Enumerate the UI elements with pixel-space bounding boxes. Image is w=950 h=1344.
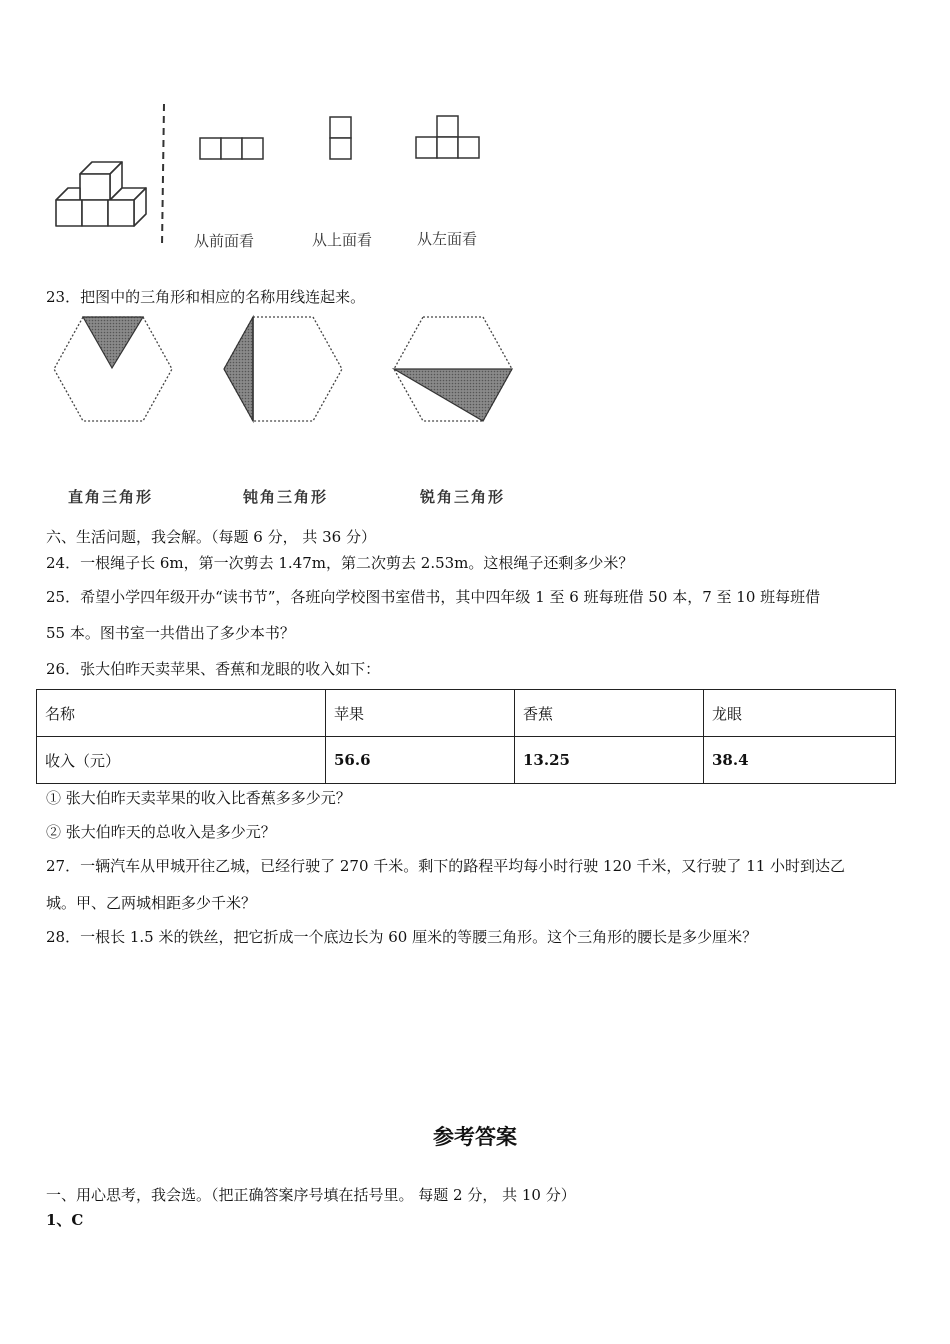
- top-view-caption: 从上面看: [312, 231, 373, 249]
- table-cell: 香蕉: [515, 690, 704, 737]
- q24-text: 24．一根绳子长 6m，第一次剪去 1.47m，第二次剪去 2.53m。这根绳子还剩多少米？: [46, 554, 634, 572]
- section6-heading: 六、生活问题，我会解。（每题 6 分， 共 36 分）: [46, 528, 376, 546]
- table-cell: 13.25: [515, 737, 704, 784]
- q27-line2: 城。甲、乙两城相距多少千米？: [46, 894, 257, 912]
- table-row: [37, 737, 896, 784]
- q25-line2: 55 本。图书室一共借出了多少本书？: [46, 624, 295, 642]
- answers-title: 参考答案: [433, 1125, 517, 1149]
- answer-1: 1、C: [46, 1211, 84, 1229]
- income-table: [36, 689, 896, 784]
- q28-text: 28．一根长 1.5 米的铁丝，把它折成一个底边长为 60 厘米的等腰三角形。这个三角形的腰长是多少厘米？: [46, 928, 758, 946]
- table-cell: 龙眼: [704, 690, 896, 737]
- q25-line1: 25．希望小学四年级开办“读书节”，各班向学校图书室借书，其中四年级 1 至 6 班每班借 50 本，7 至 10 班每班借: [46, 588, 821, 606]
- answers-section1: 一、用心思考，我会选。（把正确答案序号填在括号里。 每题 2 分， 共 10 分）: [46, 1186, 576, 1204]
- q26-sub2: ② 张大伯昨天的总收入是多少元？: [46, 823, 276, 841]
- left-view-caption: 从左面看: [417, 230, 478, 248]
- q26-intro: 26．张大伯昨天卖苹果、香蕉和龙眼的收入如下：: [46, 660, 381, 678]
- front-view-caption: 从前面看: [194, 232, 255, 250]
- table-cell: 名称: [37, 690, 326, 737]
- q26-sub1: ① 张大伯昨天卖苹果的收入比香蕉多多少元？: [46, 789, 351, 807]
- table-cell: 收入（元）: [37, 737, 326, 784]
- q27-line1: 27．一辆汽车从甲城开往乙城，已经行驶了 270 千米。剩下的路程平均每小时行驶 120 千米，又行驶了 11 小时到达乙: [46, 857, 846, 875]
- table-cell: 苹果: [326, 690, 515, 737]
- table-cell: 38.4: [704, 737, 896, 784]
- table-cell: 56.6: [326, 737, 515, 784]
- shaded-triangle-2: [224, 317, 253, 421]
- hexagon-figures: [40, 310, 540, 430]
- table-header-row: [37, 690, 896, 737]
- label-right-triangle: 直角三角形: [68, 488, 154, 506]
- label-acute-triangle: 锐角三角形: [420, 488, 506, 506]
- q23-text: 23．把图中的三角形和相应的名称用线连起来。: [46, 288, 366, 306]
- label-obtuse-triangle: 钝角三角形: [243, 488, 329, 506]
